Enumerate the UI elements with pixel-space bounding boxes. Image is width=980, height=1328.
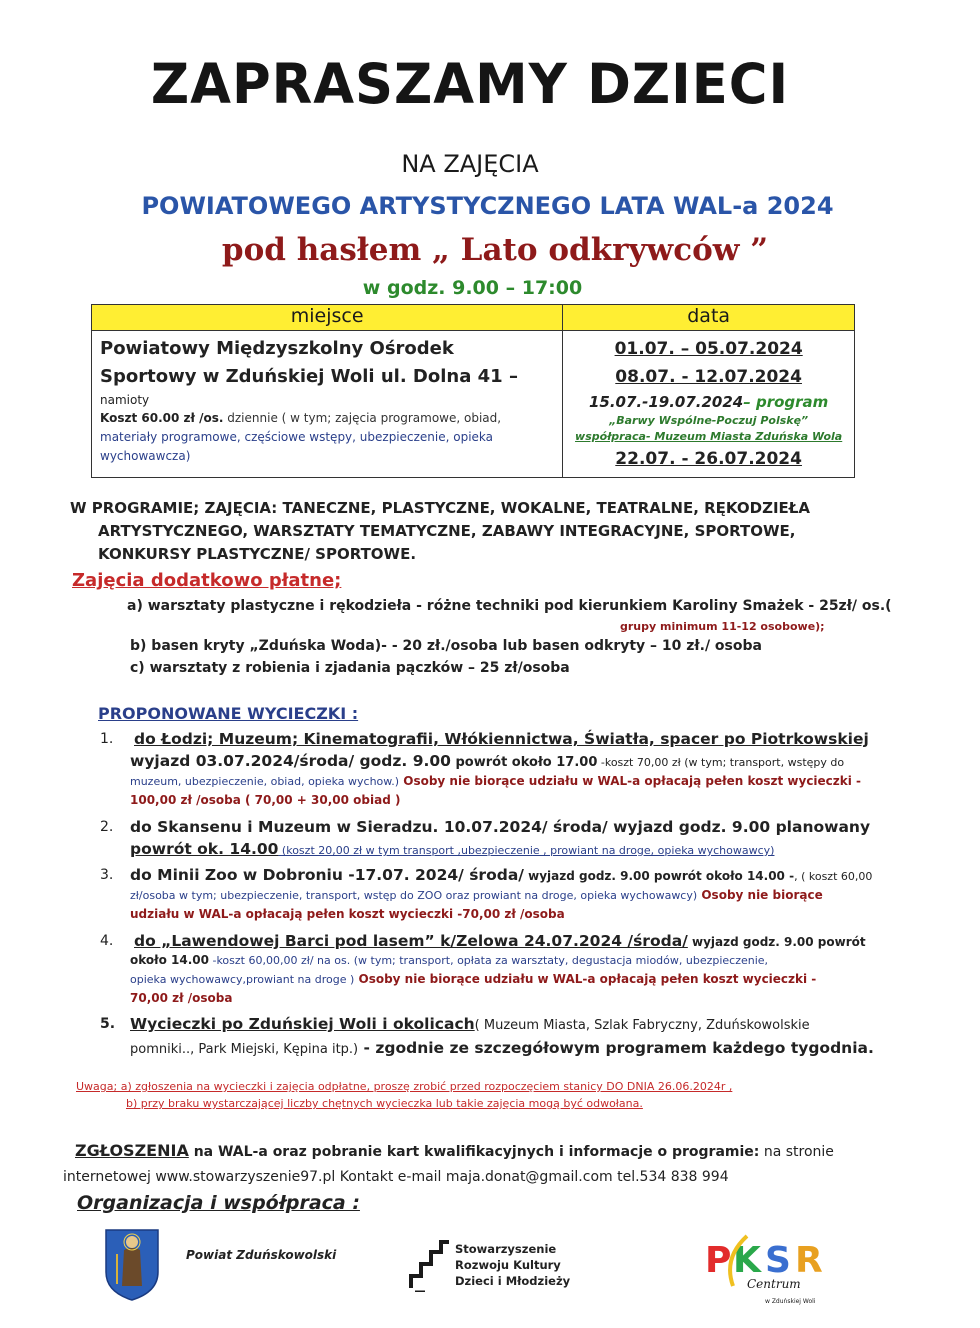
extra-item-c: c) warsztaty z robienia i zjadania pączków – 25 zł/osoba [130, 660, 570, 676]
extra-item-b: b) basen kryty „Zduńska Woda)- - 20 zł./osoba lub basen odkryty – 10 zł./ osoba [130, 638, 762, 654]
svg-text:Centrum: Centrum [747, 1277, 801, 1291]
table-header-date: data [563, 305, 855, 331]
cost-info [100, 409, 554, 428]
powiat-crest-logo [102, 1226, 162, 1302]
svg-text:S: S [765, 1240, 791, 1281]
svg-text:R: R [795, 1240, 823, 1281]
event-motto: pod hasłem „ Lato odkrywców ” [221, 232, 769, 268]
note-b: b) przy braku wystarczającej liczby chętnych wycieczka lub takie zajęcia mogą być odwołana. [126, 1097, 643, 1110]
program-name: „Barwy Wspólne-Poczuj Polskę” [609, 414, 809, 427]
svg-text:P: P [705, 1240, 732, 1281]
trips-title: PROPONOWANE WYCIECZKI : [98, 704, 359, 723]
organization-title: Organizacja i współpraca : [77, 1192, 360, 1214]
website-link[interactable]: www.stowarzyszenie97.pl [155, 1169, 336, 1185]
cost-detail: dziennie ( w tym; zajęcia programowe, obiad, [223, 411, 502, 425]
place-line-1: Powiatowy Międzyszkolny Ośrodek [100, 338, 454, 359]
program-cooperation: współpraca- Muzeum Miasta Zduńska Wola [575, 430, 843, 443]
srkd-name: Stowarzyszenie Rozwoju Kultury Dzieci i Młodzieży [455, 1242, 571, 1288]
date-cell [563, 331, 855, 478]
note-a: Uwaga; a) zgłoszenia na wycieczki i zajęcia odpłatne, proszę zrobić przed rozpoczęciem stanicy DO DNIA 26.06.2024r , [76, 1080, 733, 1093]
program-line-2: ARTYSTYCZNEGO, WARSZTATY TEMATYCZNE, ZABAWY INTEGRACYJNE, SPORTOWE, [98, 522, 796, 540]
event-name: POWIATOWEGO ARTYSTYCZNEGO LATA WAL-a 2024 [141, 192, 834, 220]
date-week-4: 22.07. - 26.07.2024 [615, 449, 802, 469]
registration-section: ZGŁOSZENIA na WAL-a oraz pobranie kart kwalifikacyjnych i informacje o programie: na stronie internetowej www.stowarzyszenie97.pl Kontakt e-mail maja.donat@gmail.com tel.534 838 994 [63, 1141, 834, 1185]
srkd-stairs-logo [407, 1238, 453, 1292]
extra-paid-title: Zajęcia dodatkowo płatne; [72, 570, 342, 591]
place-line-2: Sportowy w Zduńskiej Woli ul. Dolna 41 – [100, 366, 518, 387]
pksr-centrum-logo [703, 1228, 843, 1308]
cost-amount: Koszt 60.00 zł /os. [100, 411, 224, 425]
place-cell [92, 331, 563, 478]
program-line-1: W PROGRAMIE; ZAJĘCIA: TANECZNE, PLASTYCZNE, WOKALNE, TEATRALNE, RĘKODZIEŁA [70, 499, 811, 517]
page-title: ZAPRASZAMY DZIECI [150, 52, 790, 116]
notes-section [76, 1078, 732, 1112]
svg-text:w Zduńskiej Woli: w Zduńskiej Woli [765, 1298, 816, 1305]
subtitle-line-1: NA ZAJĘCIA [401, 150, 539, 178]
registration-label: ZGŁOSZENIA [75, 1141, 189, 1160]
event-hours: w godz. 9.00 – 17:00 [362, 277, 583, 299]
table-header-place: miejsce [92, 305, 563, 331]
extra-item-a-note: grupy minimum 11-12 osobowe); [620, 620, 825, 633]
date-week-1: 01.07. – 05.07.2024 [614, 339, 803, 359]
program-section [70, 497, 850, 566]
contact-info: Kontakt e-mail maja.donat@gmail.com tel.534 838 994 [339, 1169, 729, 1185]
program-line-3: KONKURSY PLASTYCZNE/ SPORTOWE. [98, 545, 417, 563]
cost-line-3: wychowawcza) [100, 449, 191, 463]
place-line-3: namioty [100, 393, 150, 407]
info-table [91, 304, 855, 478]
extra-item-a: a) warsztaty plastyczne i rękodzieła - różne techniki pod kierunkiem Karoliny Smażek - 25zł/ os.( [127, 598, 892, 614]
date-week-2: 08.07. - 12.07.2024 [615, 367, 802, 387]
cost-line-2: materiały programowe, częściowe wstępy, ubezpieczenie, opieka [100, 430, 494, 444]
svg-text:K: K [733, 1240, 761, 1281]
date-week-3: 15.07.-19.07.2024– program [588, 393, 829, 411]
powiat-label: Powiat Zduńskowolski [186, 1248, 337, 1262]
